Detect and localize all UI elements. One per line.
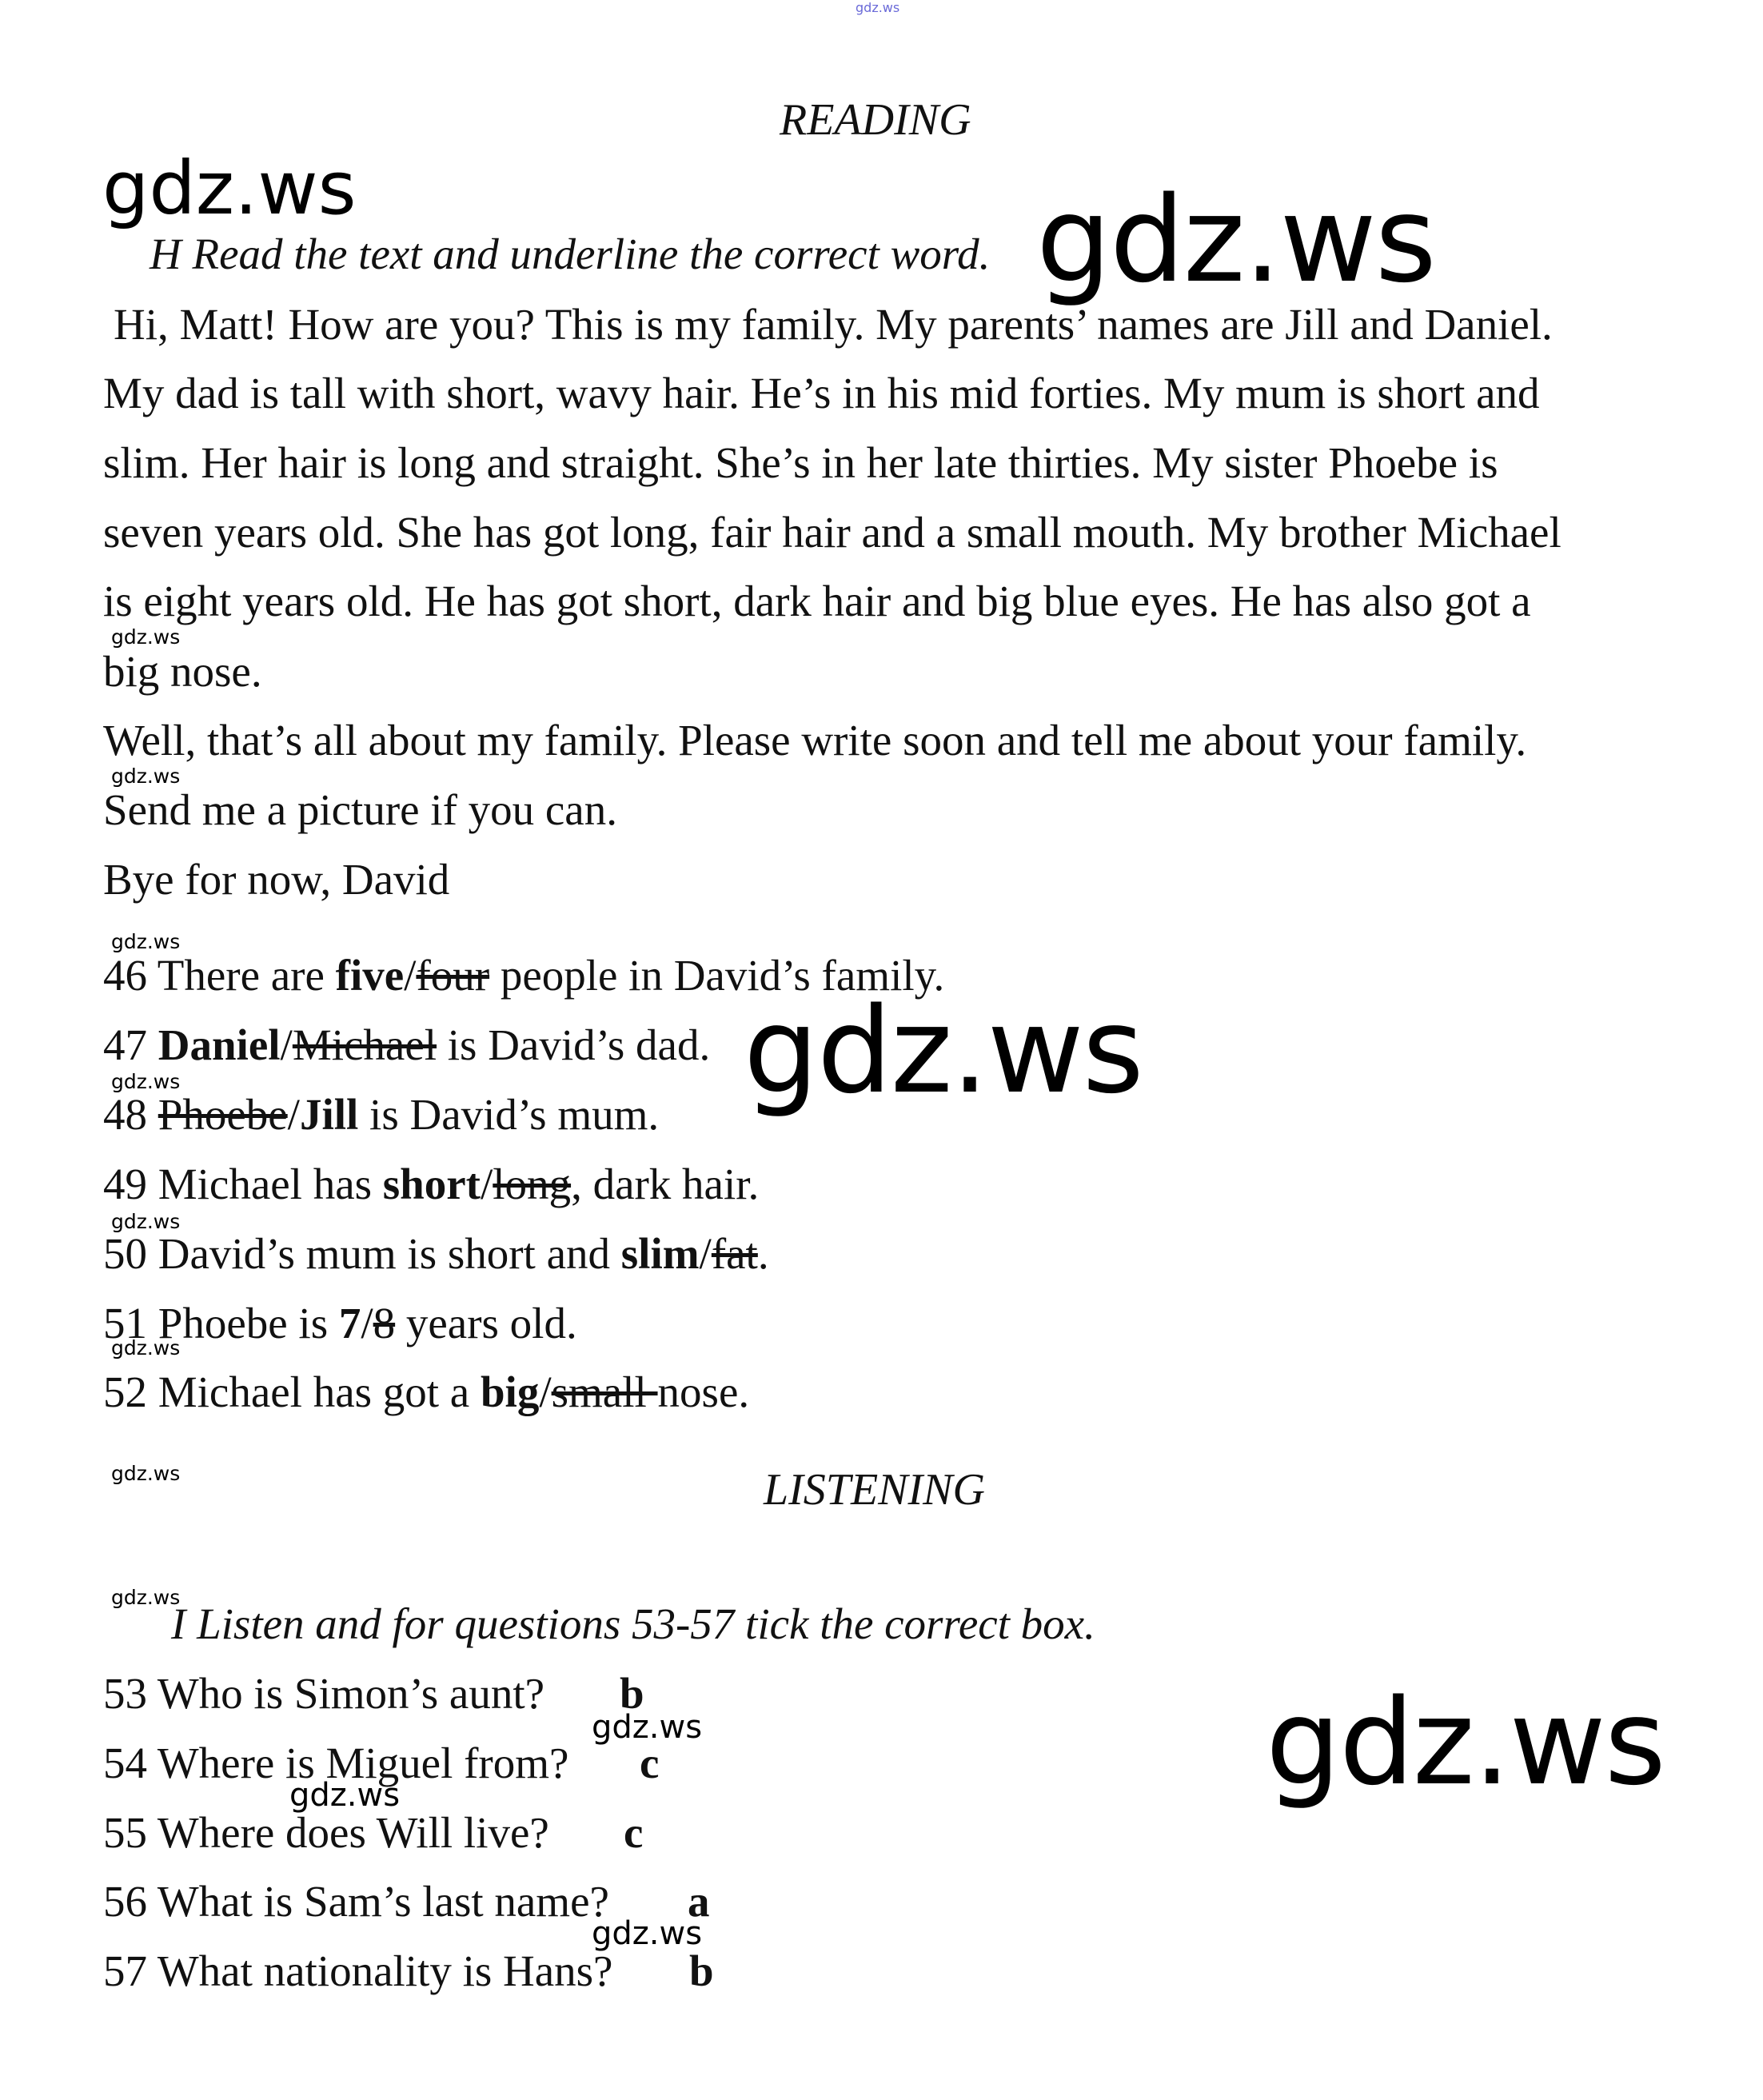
reading-line: Well, that’s all about my family. Please write soon and tell me about your family.	[103, 716, 1527, 765]
wrong-word: Phoebe	[158, 1090, 288, 1139]
watermark-logo: gdz.ws	[102, 146, 357, 231]
listening-question-57: 57 What nationality is Hans?	[103, 1946, 613, 1995]
question-text: Michael has	[158, 1160, 383, 1208]
reading-line: Bye for now, David	[103, 855, 450, 904]
watermark-small: gdz.ws	[111, 625, 181, 649]
question-number: 50	[103, 1229, 147, 1278]
watermark-small: gdz.ws	[111, 930, 181, 953]
correct-word: five	[335, 951, 405, 1000]
watermark-logo: gdz.ws	[1266, 1674, 1665, 1811]
watermark-small: gdz.ws	[111, 1070, 181, 1093]
question-number: 47	[103, 1020, 147, 1069]
wrong-word: 8	[373, 1299, 396, 1347]
reading-line: slim. Her hair is long and straight. She’s in her late thirties. My sister Phoebe is	[103, 438, 1498, 487]
top-watermark: gdz.ws	[856, 0, 900, 15]
watermark-small: gdz.ws	[111, 1586, 181, 1609]
question-47	[103, 1020, 711, 1069]
wrong-word: long	[493, 1160, 572, 1208]
reading-line: seven years old. She has got long, fair hair and a small mouth. My brother Michael	[103, 508, 1562, 557]
question-52	[103, 1367, 750, 1416]
question-number: 51	[103, 1299, 147, 1347]
reading-line: My dad is tall with short, wavy hair. He’s in his mid forties. My mum is short and	[103, 369, 1540, 417]
correct-word: short	[382, 1160, 481, 1208]
wrong-word: fat	[711, 1229, 758, 1278]
question-text: .	[757, 1229, 769, 1278]
separator: /	[287, 1090, 300, 1139]
listening-instruction: I Listen and for questions 53-57 tick the correct box.	[171, 1599, 1095, 1648]
listening-question-55: 55 Where does Will live?	[103, 1808, 549, 1857]
separator: /	[280, 1020, 293, 1069]
correct-word: Daniel	[158, 1020, 281, 1069]
question-text: years old.	[395, 1299, 577, 1347]
question-text: Phoebe is	[158, 1299, 339, 1347]
wrong-word: small	[551, 1367, 658, 1416]
answer-letter: c	[624, 1808, 644, 1857]
correct-word: Jill	[299, 1090, 359, 1139]
reading-instruction: H Read the text and underline the correct word.	[150, 230, 991, 278]
watermark-logo: gdz.ws	[1036, 171, 1435, 309]
listening-question-54: 54 Where is Miguel from?	[103, 1739, 569, 1787]
question-number: 49	[103, 1160, 147, 1208]
question-number: 48	[103, 1090, 147, 1139]
correct-word: slim	[620, 1229, 700, 1278]
question-48	[103, 1090, 660, 1139]
listening-question-56: 56 What is Sam’s last name?	[103, 1877, 609, 1926]
watermark-small: gdz.ws	[111, 1210, 181, 1233]
question-text: nose.	[657, 1367, 750, 1416]
question-50	[103, 1229, 769, 1278]
reading-heading: READING	[780, 95, 971, 145]
question-number: 46	[103, 951, 147, 1000]
correct-word: 7	[338, 1299, 361, 1347]
separator: /	[481, 1160, 493, 1208]
reading-line: Send me a picture if you can.	[103, 785, 617, 834]
watermark-logo: gdz.ws	[744, 982, 1143, 1120]
watermark-small: gdz.ws	[111, 1336, 181, 1359]
question-text: There are	[157, 951, 336, 1000]
watermark-small: gdz.ws	[592, 1915, 703, 1952]
question-text: is David’s dad.	[437, 1020, 711, 1069]
question-text: David’s mum is short and	[158, 1229, 621, 1278]
correct-word: big	[480, 1367, 540, 1416]
watermark-small: gdz.ws	[111, 765, 181, 788]
answer-letter: b	[689, 1946, 714, 1995]
question-49	[103, 1162, 759, 1206]
wrong-word: four	[416, 951, 490, 1000]
question-text: people in David’s family.	[489, 951, 945, 1000]
separator: /	[539, 1367, 552, 1416]
watermark-small: gdz.ws	[289, 1777, 401, 1814]
separator: /	[699, 1229, 712, 1278]
question-text: Michael has got a	[158, 1367, 481, 1416]
wrong-word: Michael	[292, 1020, 437, 1069]
watermark-small: gdz.ws	[111, 1462, 181, 1485]
answer-letter: b	[620, 1669, 644, 1718]
listening-question-53: 53 Who is Simon’s aunt?	[103, 1669, 545, 1718]
reading-line: is eight years old. He has got short, dark hair and big blue eyes. He has also got a	[103, 577, 1531, 625]
reading-line: big nose.	[103, 647, 262, 696]
answer-letter: c	[640, 1739, 660, 1787]
question-text: is David’s mum.	[358, 1090, 660, 1139]
separator: /	[404, 951, 417, 1000]
separator: /	[361, 1299, 373, 1347]
answer-letter: a	[688, 1877, 710, 1926]
reading-line: Hi, Matt! How are you? This is my family. My parents’ names are Jill and Daniel.	[114, 300, 1553, 349]
listening-heading: LISTENING	[764, 1465, 985, 1515]
watermark-small: gdz.ws	[592, 1709, 703, 1746]
question-text: , dark hair.	[571, 1160, 760, 1208]
question-number: 52	[103, 1367, 147, 1416]
